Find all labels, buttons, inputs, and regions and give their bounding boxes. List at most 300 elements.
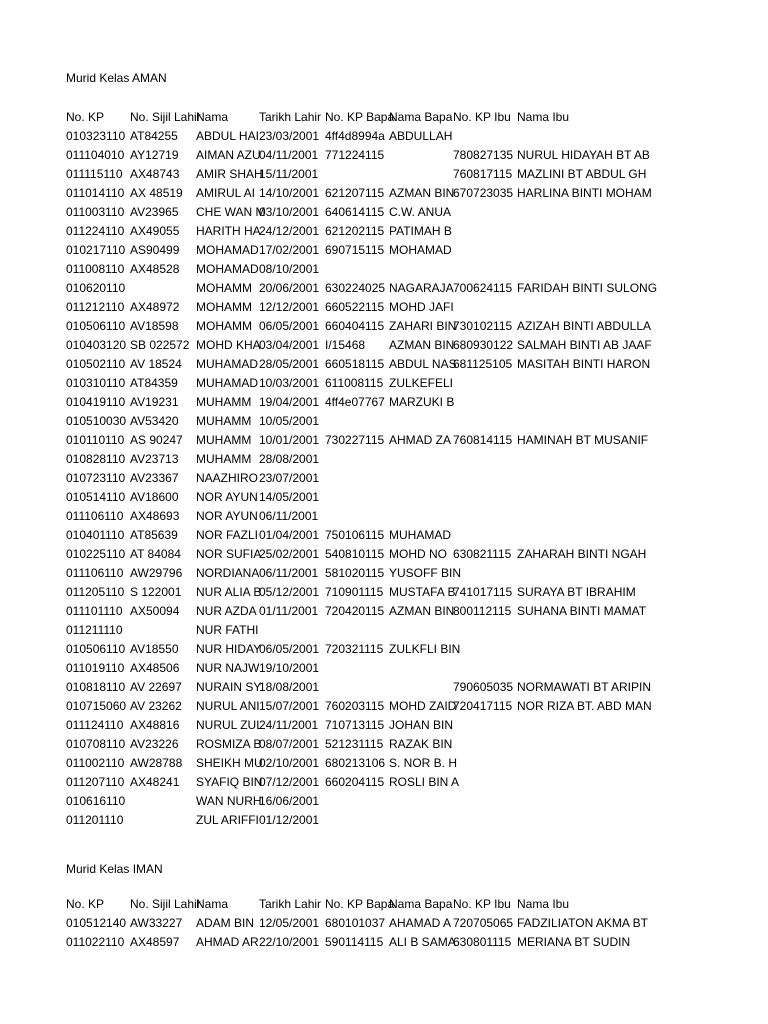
table-cell: AW28788 [130, 756, 183, 770]
table-cell: AV19231 [130, 395, 179, 409]
table-cell: 4ff4d8994a [325, 129, 385, 143]
table-cell: 10/01/2001 [259, 433, 320, 447]
table-cell: AT 84084 [130, 547, 181, 561]
table-cell: NUR NAJW [196, 661, 260, 675]
table-cell: MUSTAFA B [389, 585, 456, 599]
table-cell: 680930122 [453, 338, 514, 352]
table-cell: NAAZHIRO [196, 471, 259, 485]
table-cell: 28/08/2001 [259, 452, 320, 466]
table-cell [130, 279, 196, 298]
table-row [0, 716, 768, 735]
table-cell [453, 374, 517, 393]
table-cell: AX50094 [130, 604, 180, 618]
table-cell [517, 716, 648, 735]
table-cell: 621202115 [325, 224, 385, 238]
table-cell: AX48972 [130, 300, 180, 314]
table-cell: 010514110 [66, 490, 126, 504]
column-header: Nama Ibu [517, 110, 570, 124]
table-cell: NOR SUFIA [196, 547, 262, 561]
table-cell [325, 678, 389, 697]
table-cell: AT84255 [130, 129, 178, 143]
table-cell: NOR FAZLI [196, 528, 259, 542]
table-cell: ROSLI BIN A [389, 775, 460, 789]
table-cell: 23/07/2001 [259, 471, 320, 485]
table-cell: 01/04/2001 [259, 528, 320, 542]
table-cell: 010715060 [66, 699, 127, 713]
table-cell: 19/04/2001 [259, 395, 320, 409]
table-cell [389, 412, 453, 431]
table-cell: AMIR SHAH [196, 167, 263, 181]
table-cell: 640614115 [325, 205, 385, 219]
table-cell: 011022110 [66, 935, 125, 949]
table-cell: 06/05/2001 [259, 319, 320, 333]
table-cell [130, 792, 196, 811]
table-cell: ABDULLAH [389, 129, 453, 143]
table-cell: 680213106 [325, 756, 386, 770]
table-cell [389, 165, 453, 184]
table-cell: 750106115 [325, 528, 385, 542]
table-row [0, 659, 768, 678]
table-cell: 690715115 [325, 243, 385, 257]
table-cell: 780827135 [453, 148, 514, 162]
table-cell: AT85639 [130, 528, 178, 542]
table-cell [517, 127, 648, 146]
table-row [0, 222, 768, 241]
table-header [0, 895, 768, 914]
table-cell: CHE WAN M [196, 205, 266, 219]
table-cell: AV23367 [130, 471, 179, 485]
table-cell: AV 22697 [130, 680, 182, 694]
table-cell: 01/11/2001 [259, 604, 319, 618]
table-cell [453, 659, 517, 678]
table-cell: 730227115 [325, 433, 385, 447]
table-cell [389, 450, 453, 469]
table-cell: MUHAMAD [196, 376, 258, 390]
table-cell [389, 488, 453, 507]
table-cell [453, 792, 517, 811]
table-cell: 07/12/2001 [259, 775, 320, 789]
table-cell: 010225110 [66, 547, 126, 561]
table-cell: 010502110 [66, 357, 126, 371]
table-cell: 730102115 [453, 319, 513, 333]
table-cell: AV23226 [130, 737, 179, 751]
table-cell [453, 754, 517, 773]
table-cell [517, 564, 648, 583]
table-cell [325, 450, 389, 469]
table-cell: ROSMIZA B [196, 737, 262, 751]
table-cell: 10/05/2001 [259, 414, 320, 428]
table-cell [453, 393, 517, 412]
table-cell: MUHAMAD [196, 357, 258, 371]
table-cell [517, 507, 648, 526]
table-cell: 010506110 [66, 319, 126, 333]
table-row [0, 621, 768, 640]
table-cell: WAN NURH [196, 794, 262, 808]
table-cell: 03/10/2001 [259, 205, 320, 219]
table-cell: NUR HIDAY [196, 642, 262, 656]
table-cell [517, 640, 648, 659]
table-row [0, 602, 768, 621]
table-cell: JOHAN BIN [389, 718, 454, 732]
table-cell [453, 412, 517, 431]
table-cell [389, 792, 453, 811]
table-cell [453, 241, 517, 260]
table-cell: 741017115 [453, 585, 513, 599]
table-cell [389, 469, 453, 488]
table-cell: 17/02/2001 [259, 243, 320, 257]
table-row [0, 374, 768, 393]
table-cell: 760817115 [453, 167, 513, 181]
table-cell [517, 260, 648, 279]
table-row [0, 355, 768, 374]
table-cell [517, 374, 648, 393]
table-cell: 010217110 [66, 243, 126, 257]
table-cell: 05/12/2001 [259, 585, 320, 599]
table-cell: 15/07/2001 [259, 699, 320, 713]
table-cell: 540810115 [325, 547, 385, 561]
table-cell: ZAHARAH BINTI NGAH [517, 547, 647, 561]
table-cell: 720417115 [453, 699, 513, 713]
table-cell: AX48241 [130, 775, 180, 789]
table-row [0, 469, 768, 488]
table-cell: AX48597 [130, 935, 180, 949]
table-cell: 010616110 [66, 794, 126, 808]
table-cell: 630801115 [453, 935, 512, 949]
table-cell: SYAFIQ BIN [196, 775, 263, 789]
table-cell [517, 203, 648, 222]
table-cell: MOHAMM [196, 300, 252, 314]
table-cell: 771224115 [325, 148, 385, 162]
table-row [0, 811, 768, 830]
table-row [0, 735, 768, 754]
table-cell: NURUL ZUL [196, 718, 263, 732]
table-cell: 010310110 [66, 376, 126, 390]
table-cell: PATIMAH B [389, 224, 452, 238]
table-cell: AW33227 [130, 916, 183, 930]
table-cell: RAZAK BIN [389, 737, 453, 751]
table-cell [453, 564, 517, 583]
table-cell: 22/10/2001 [259, 935, 320, 949]
table-cell: ZULKEFELI [389, 376, 454, 390]
table-cell [325, 621, 389, 640]
table-cell: I/15468 [325, 338, 366, 352]
table-cell: NUR AZDA [196, 604, 257, 618]
table-cell: 521231115 [325, 737, 384, 751]
table-cell: NUR FATHI [196, 623, 259, 637]
table-cell: MUHAMAD [389, 528, 451, 542]
table-cell: 12/12/2001 [259, 300, 320, 314]
table-cell [325, 165, 389, 184]
table-cell: MUHAMM [196, 395, 252, 409]
table-cell: 670723035 [453, 186, 514, 200]
table-cell: 010818110 [66, 680, 126, 694]
table-row [0, 184, 768, 203]
table-cell: NAGARAJA [389, 281, 454, 295]
table-row [0, 526, 768, 545]
table-cell: MUHAMM [196, 414, 252, 428]
table-cell: FARIDAH BINTI SULONG [517, 281, 658, 295]
table-cell: MOHD NO [389, 547, 447, 561]
table-cell: 680101037 [325, 916, 386, 930]
table-row [0, 336, 768, 355]
column-header: Nama Ibu [517, 897, 570, 911]
table-cell: 12/05/2001 [259, 916, 320, 930]
table-cell: 011211110 [66, 623, 123, 637]
table-cell: 590114115 [325, 935, 384, 949]
table-cell: AHAMAD A [389, 916, 452, 930]
table-cell: 010510030 [66, 414, 127, 428]
table-cell: AV18598 [130, 319, 179, 333]
table-cell: 011124110 [66, 718, 124, 732]
table-cell: YUSOFF BIN [389, 566, 462, 580]
table-cell: MAZLINI BT ABDUL GH [517, 167, 647, 181]
table-cell: 630224025 [325, 281, 386, 295]
table-cell [517, 488, 648, 507]
table-row [0, 260, 768, 279]
table-cell: 24/12/2001 [259, 224, 320, 238]
table-cell: AV23965 [130, 205, 179, 219]
table-cell: 06/05/2001 [259, 642, 320, 656]
table-cell [517, 754, 648, 773]
table-row [0, 564, 768, 583]
table-cell: AX48743 [130, 167, 180, 181]
table-cell: AV 18524 [130, 357, 182, 371]
table-cell: 010401110 [66, 528, 125, 542]
column-header: No. KP Bapa [325, 110, 395, 124]
table-cell: 611008115 [325, 376, 384, 390]
table-cell [453, 507, 517, 526]
table-cell [325, 811, 389, 830]
table-cell: 630821115 [453, 547, 512, 561]
table-row [0, 507, 768, 526]
table-row [0, 678, 768, 697]
table-cell: 700624115 [453, 281, 513, 295]
table-cell: 011104010 [66, 148, 125, 162]
column-header: No. Sijil Lahir [130, 897, 201, 911]
table-cell: 660518115 [325, 357, 385, 371]
table-cell: MARZUKI B [389, 395, 455, 409]
table-cell: AV23713 [130, 452, 179, 466]
table-header [0, 108, 768, 127]
table-cell [517, 735, 648, 754]
table-cell: NORMAWATI BT ARIPIN [517, 680, 652, 694]
table-row [0, 127, 768, 146]
column-header: Nama Bapa [389, 897, 453, 911]
table-cell [325, 488, 389, 507]
table-cell [517, 621, 648, 640]
table-cell: MOHD ZAID [389, 699, 457, 713]
table-cell: AMIRUL AI [196, 186, 255, 200]
table-cell: ABDUL HAI [196, 129, 259, 143]
table-cell: 08/10/2001 [259, 262, 320, 276]
table-cell: SALMAH BINTI AB JAAF [517, 338, 652, 352]
table-cell: AS 90247 [130, 433, 183, 447]
table-cell: AHMAD ZA [389, 433, 452, 447]
table-cell [517, 469, 648, 488]
table-cell: MUHAMM [196, 433, 252, 447]
table-cell: MERIANA BT SUDIN [517, 935, 631, 949]
table-cell: SB 022572 [130, 338, 190, 352]
table-cell: 681125105 [453, 357, 513, 371]
table-cell: AX 48519 [130, 186, 183, 200]
table-cell: 03/04/2001 [259, 338, 320, 352]
table-cell: 06/11/2001 [259, 566, 319, 580]
column-header: No. KP Bapa [325, 897, 395, 911]
table-cell: HARLINA BINTI MOHAM [517, 186, 652, 200]
table-cell: AZIZAH BINTI ABDULLA [517, 319, 652, 333]
table-cell: AV18550 [130, 642, 179, 656]
table-cell: 20/06/2001 [259, 281, 320, 295]
table-cell: 01/12/2001 [259, 813, 320, 827]
table-cell: SURAYA BT IBRAHIM [517, 585, 636, 599]
column-header: Nama [196, 897, 229, 911]
table-cell: 010620110 [66, 281, 126, 295]
table-cell: 02/10/2001 [259, 756, 320, 770]
table-cell: AZMAN BIN [389, 338, 455, 352]
table-cell: 710901115 [325, 585, 384, 599]
table-cell: NOR RIZA BT. ABD MAN [517, 699, 652, 713]
section-title: Murid Kelas IMAN [66, 862, 163, 876]
table-cell [453, 260, 517, 279]
table-cell [325, 469, 389, 488]
table-row [0, 146, 768, 165]
table-cell [389, 678, 453, 697]
table-cell: FADZILIATON AKMA BT [517, 916, 648, 930]
table-cell [325, 659, 389, 678]
table-cell: 23/03/2001 [259, 129, 320, 143]
table-cell: ADAM BIN [196, 916, 255, 930]
table-cell: ABDUL NAS [389, 357, 457, 371]
table-cell [517, 792, 648, 811]
table-cell: 19/10/2001 [259, 661, 320, 675]
table-cell: ALI B SAMA [389, 935, 456, 949]
table-cell: 790605035 [453, 680, 514, 694]
table-cell: 14/10/2001 [259, 186, 320, 200]
table-cell: AZMAN BIN [389, 604, 455, 618]
table-cell [453, 773, 517, 792]
column-header: Tarikh Lahir [259, 897, 322, 911]
table-cell [453, 127, 517, 146]
table-cell: 011115110 [66, 167, 123, 181]
column-header: Nama Bapa [389, 110, 453, 124]
table-cell: 010110110 [66, 433, 125, 447]
table-cell [130, 811, 196, 830]
table-cell: MOHAMAD [196, 243, 259, 257]
table-cell [130, 621, 196, 640]
table-cell [453, 488, 517, 507]
table-cell: 10/03/2001 [259, 376, 320, 390]
table-row [0, 583, 768, 602]
table-cell: 010419110 [66, 395, 126, 409]
table-cell [389, 811, 453, 830]
table-row [0, 298, 768, 317]
table-cell: 15/11/2001 [259, 167, 319, 181]
table-cell: 25/02/2001 [259, 547, 320, 561]
table-cell: 011106110 [66, 566, 124, 580]
table-row [0, 545, 768, 564]
table-row [0, 165, 768, 184]
table-cell: 14/05/2001 [259, 490, 320, 504]
table-cell: 011019110 [66, 661, 125, 675]
column-header: Nama [196, 110, 229, 124]
table-cell: 660204115 [325, 775, 385, 789]
table-cell [517, 450, 648, 469]
table-cell: 660522115 [325, 300, 385, 314]
section-title: Murid Kelas AMAN [66, 71, 167, 85]
column-header: No. KP Ibu [453, 897, 511, 911]
table-cell: NUR ALIA B [196, 585, 262, 599]
table-cell: 4ff4e07767 [325, 395, 385, 409]
table-cell: AW29796 [130, 566, 183, 580]
table-cell: MOHAMAD [389, 243, 452, 257]
table-cell: NURUL HIDAYAH BT AB [517, 148, 650, 162]
table-cell [517, 222, 648, 241]
table-cell [325, 412, 389, 431]
table-cell: AX49055 [130, 224, 180, 238]
table-cell: NORDIANA [196, 566, 260, 580]
table-cell [325, 260, 389, 279]
table-cell: MOHD KHA [196, 338, 261, 352]
table-cell: AT84359 [130, 376, 178, 390]
table-cell [517, 773, 648, 792]
table-cell: HAMINAH BT MUSANIF [517, 433, 649, 447]
table-cell: 720321115 [325, 642, 384, 656]
table-cell [453, 450, 517, 469]
table-cell [453, 621, 517, 640]
table-cell: AV53420 [130, 414, 179, 428]
table-cell [325, 792, 389, 811]
column-header: Tarikh Lahir [259, 110, 322, 124]
table-cell: MOHAMM [196, 281, 252, 295]
table-cell: AS90499 [130, 243, 180, 257]
table-cell: ZAHARI BIN [389, 319, 457, 333]
table-cell: 710713115 [325, 718, 385, 732]
table-row [0, 697, 768, 716]
table-cell [517, 659, 648, 678]
table-cell: SUHANA BINTI MAMAT [517, 604, 647, 618]
table-cell: 010506110 [66, 642, 126, 656]
table-row [0, 933, 768, 952]
column-header: No. Sijil Lahir [130, 110, 201, 124]
table-row [0, 412, 768, 431]
table-row [0, 241, 768, 260]
table-cell: 010323110 [66, 129, 126, 143]
table-cell: NOR AYUN [196, 509, 258, 523]
table-cell: 010723110 [66, 471, 126, 485]
table-row [0, 450, 768, 469]
table-cell: 010512140 [66, 916, 127, 930]
table-cell: S 122001 [130, 585, 182, 599]
table-cell: 010708110 [66, 737, 126, 751]
table-cell: 760814115 [453, 433, 513, 447]
table-cell [389, 659, 453, 678]
table-cell: ZULKFLI BIN [389, 642, 461, 656]
table-cell [517, 393, 648, 412]
table-cell: AX48528 [130, 262, 180, 276]
table-cell: C.W. ANUA [389, 205, 452, 219]
table-row [0, 279, 768, 298]
table-cell: AZMAN BIN [389, 186, 455, 200]
table-cell: 581020115 [325, 566, 385, 580]
table-row [0, 754, 768, 773]
table-cell: 010828110 [66, 452, 126, 466]
table-cell: MOHAMAD [196, 262, 259, 276]
table-cell [517, 811, 648, 830]
table-cell: 720420115 [325, 604, 385, 618]
table-cell [453, 735, 517, 754]
table-cell [517, 526, 648, 545]
table-cell: HARITH HA [196, 224, 261, 238]
